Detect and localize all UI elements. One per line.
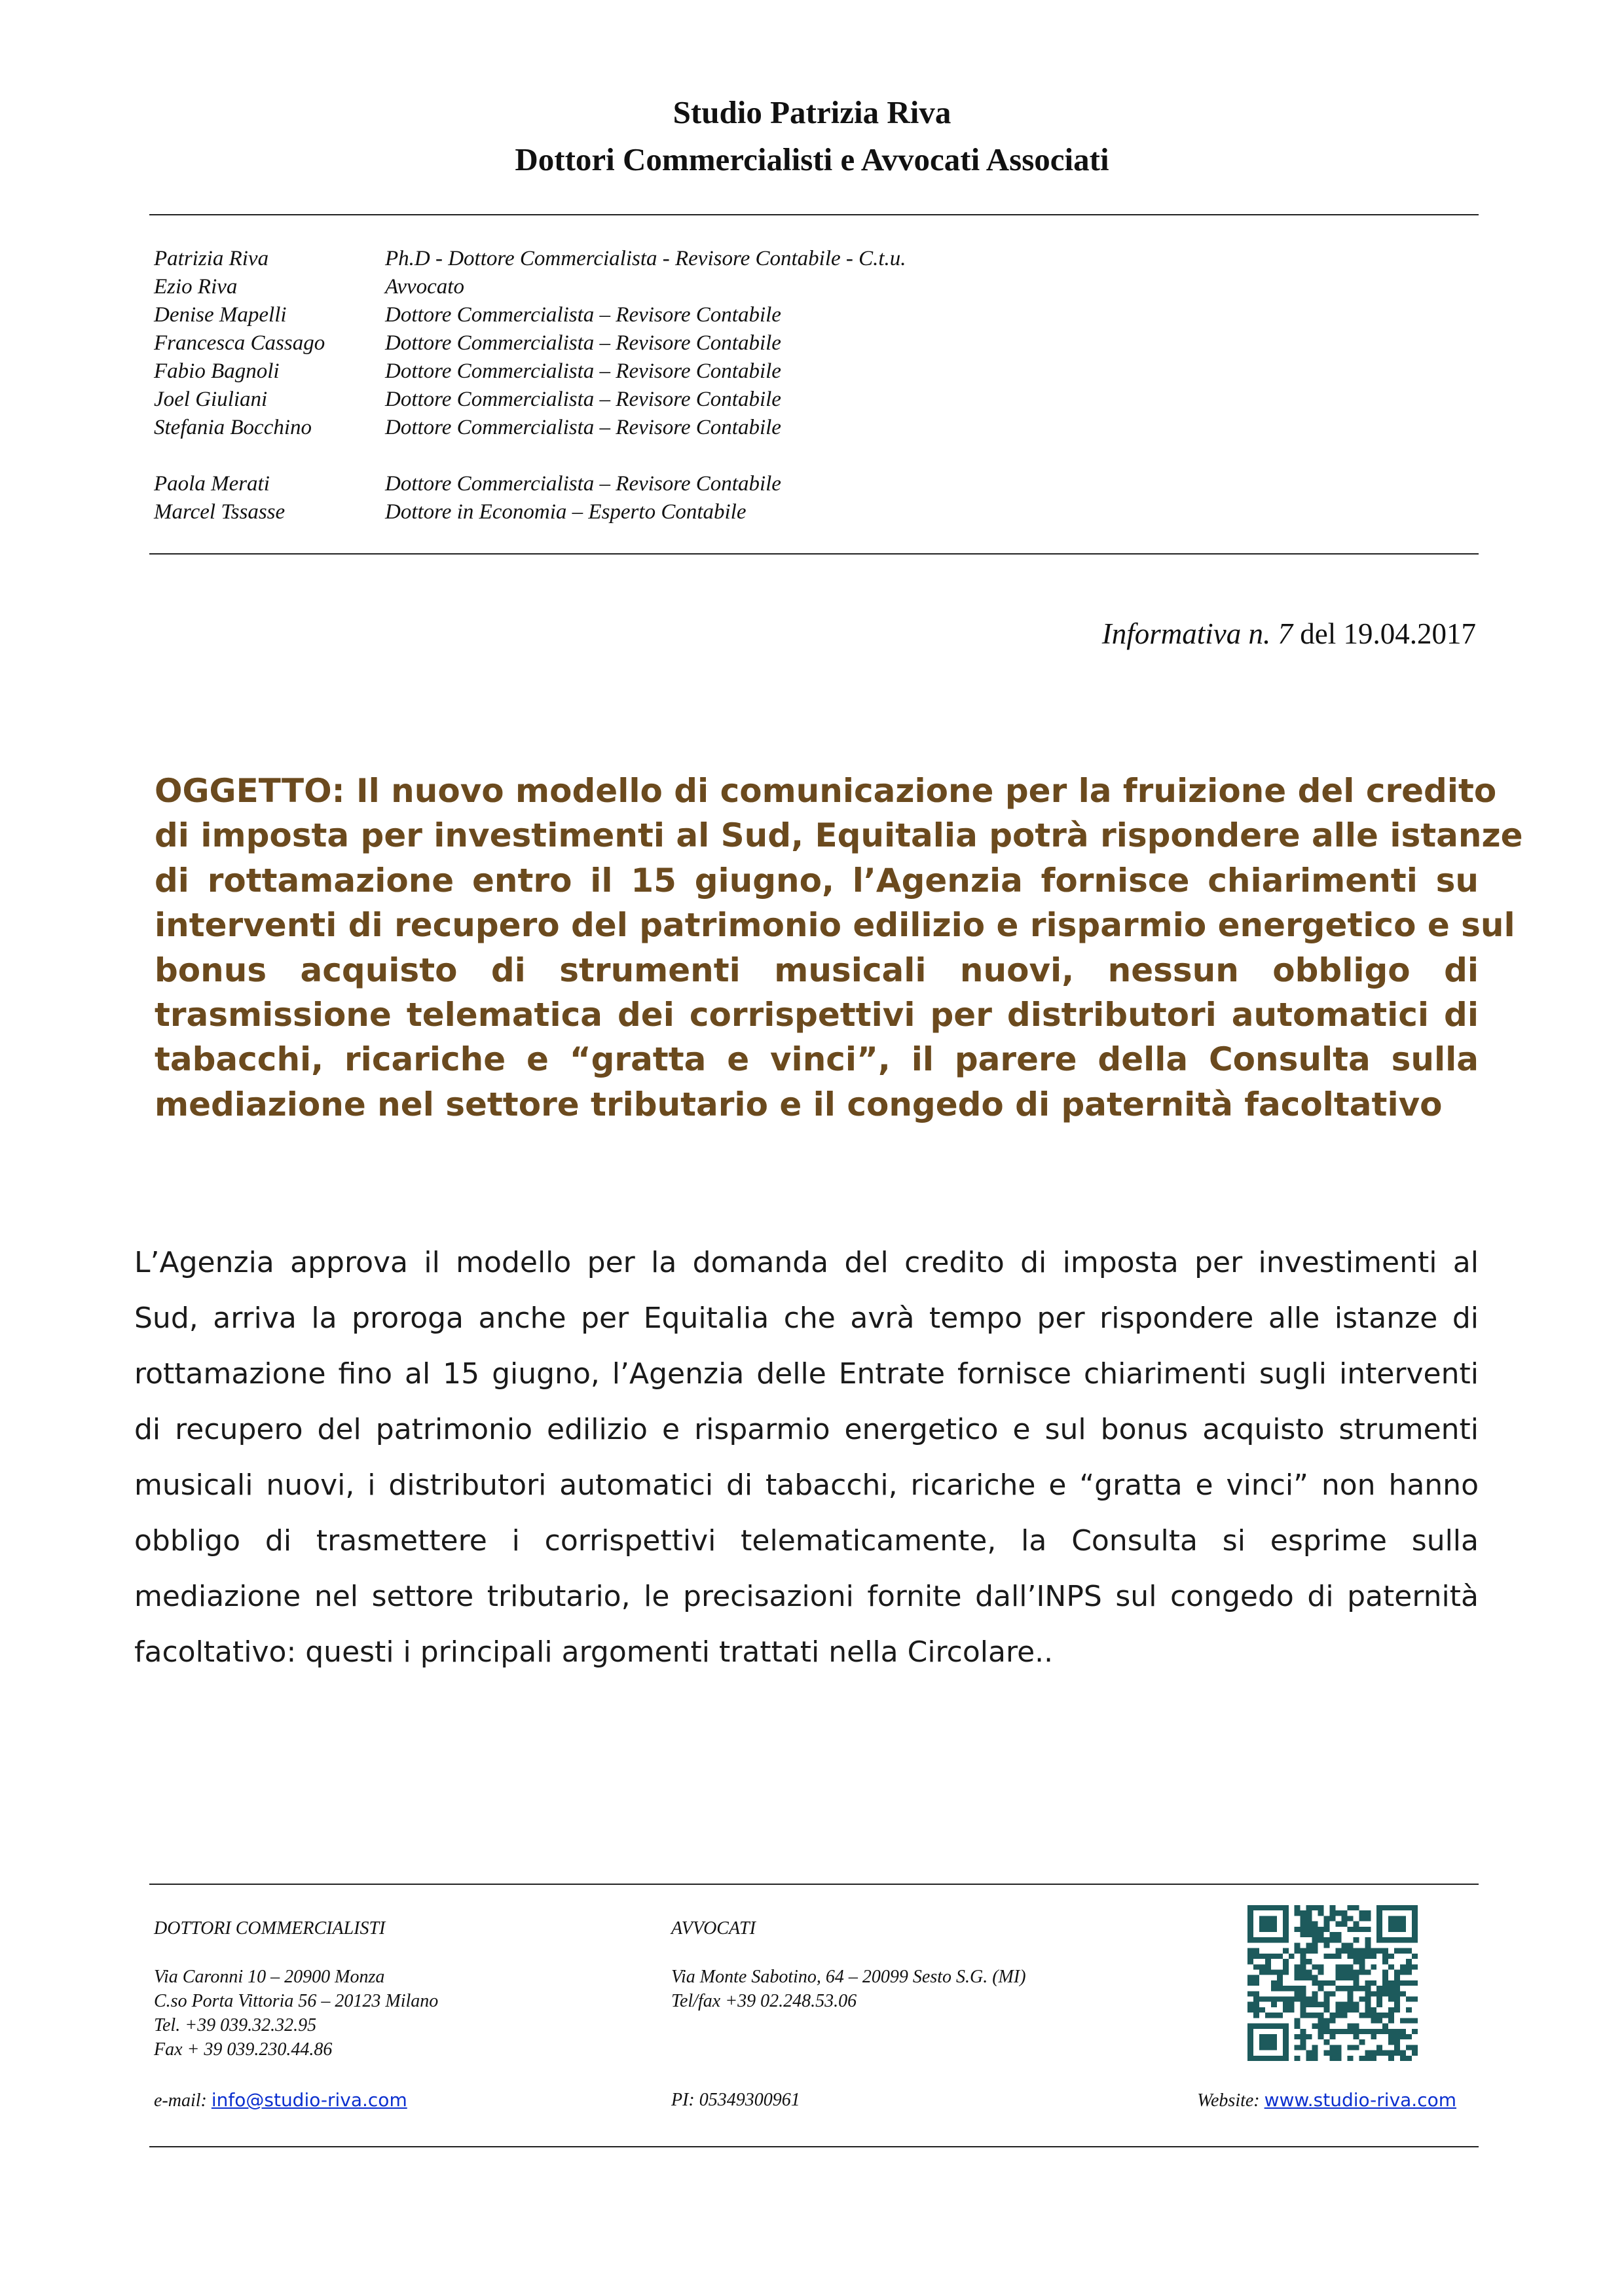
staff-title: Dottore Commercialista – Revisore Contabile xyxy=(385,359,781,383)
staff-title: Dottore Commercialista – Revisore Contabile xyxy=(385,416,781,439)
staff-row xyxy=(154,273,1333,301)
subject-line: tabacchi, ricariche e “gratta e vinci”, il parere della Consulta sulla xyxy=(155,1040,1479,1079)
footer-pi: PI: 05349300961 xyxy=(671,2090,800,2110)
staff-title: Ph.D - Dottore Commercialista - Revisore Contabile - C.t.u. xyxy=(385,247,906,270)
footer-address-line: Via Monte Sabotino, 64 – 20099 Sesto S.G. (MI) xyxy=(671,1967,1026,1987)
staff-name: Stefania Bocchino xyxy=(154,416,312,439)
body-line: facoltativo: questi i principali argomenti trattati nella Circolare.. xyxy=(134,1635,1054,1669)
subject-line: trasmissione telematica dei corrispettivi per distributori automatici di xyxy=(155,996,1479,1034)
footer-address-line: C.so Porta Vittoria 56 – 20123 Milano xyxy=(154,1991,439,2011)
subject-line: OGGETTO: Il nuovo modello di comunicazione per la fruizione del credito xyxy=(155,772,1497,810)
website-link[interactable]: www.studio-riva.com xyxy=(1264,2089,1456,2111)
staff-row xyxy=(154,498,1333,526)
footer-right-address xyxy=(671,1965,1026,2013)
staff-title: Avvocato xyxy=(385,275,464,299)
footer-address-line: Via Caronni 10 – 20900 Monza xyxy=(154,1967,385,1987)
body-line: mediazione nel settore tributario, le precisazioni fornite dall’INPS sul congedo di paternità xyxy=(134,1580,1479,1613)
informativa-label: Informativa n. 7 xyxy=(1101,617,1293,650)
staff-row xyxy=(154,329,1333,357)
footer-email xyxy=(154,2088,407,2113)
footer-left-heading: DOTTORI COMMERCIALISTI xyxy=(154,1918,386,1939)
staff-name: Fabio Bagnoli xyxy=(154,359,280,383)
email-link[interactable]: info@studio-riva.com xyxy=(211,2089,407,2111)
informativa-date: del 19.04.2017 xyxy=(1300,617,1476,650)
body-paragraph xyxy=(134,1235,1479,1680)
footer-right-heading: AVVOCATI xyxy=(671,1918,756,1939)
staff-name: Ezio Riva xyxy=(154,275,238,299)
staff-name: Marcel Tssasse xyxy=(154,500,286,524)
footer-phone: Tel. +39 039.32.32.95 xyxy=(154,2015,317,2035)
body-line: L’Agenzia approva il modello per la domanda del credito di imposta per investimenti al xyxy=(134,1246,1479,1279)
footer-website xyxy=(1197,2088,1456,2113)
staff-title: Dottore Commercialista – Revisore Contabile xyxy=(385,388,781,411)
staff-title: Dottore Commercialista – Revisore Contabile xyxy=(385,472,781,496)
staff-row xyxy=(154,386,1333,414)
subject-line: di imposta per investimenti al Sud, Equitalia potrà rispondere alle istanze xyxy=(155,816,1523,855)
qr-code-icon xyxy=(1247,1905,1418,2061)
header-divider-bottom xyxy=(149,553,1479,555)
staff-row xyxy=(154,245,1333,273)
body-line: rottamazione fino al 15 giugno, l’Agenzia delle Entrate fornisce chiarimenti sugli interventi xyxy=(134,1357,1479,1391)
subject-line: di rottamazione entro il 15 giugno, l’Agenzia fornisce chiarimenti su xyxy=(155,861,1479,900)
footer-fax: Fax + 39 039.230.44.86 xyxy=(154,2039,333,2060)
body-line: musicali nuovi, i distributori automatici di tabacchi, ricariche e “gratta e vinci” non hanno xyxy=(134,1468,1479,1502)
staff-row xyxy=(154,414,1333,442)
body-line: obbligo di trasmettere i corrispettivi telematicamente, la Consulta si esprime sulla xyxy=(134,1524,1479,1558)
footer-left-address xyxy=(154,1965,438,2062)
staff-title: Dottore Commercialista – Revisore Contabile xyxy=(385,303,781,327)
staff-row xyxy=(154,357,1333,386)
footer-phone: Tel/fax +39 02.248.53.06 xyxy=(671,1991,857,2011)
body-line: Sud, arriva la proroga anche per Equitalia che avrà tempo per rispondere alle istanze di xyxy=(134,1302,1479,1335)
informativa-reference xyxy=(1102,614,1476,653)
body-line: di recupero del patrimonio edilizio e risparmio energetico e sul bonus acquisto strumenti xyxy=(134,1413,1479,1446)
staff-title: Dottore in Economia – Esperto Contabile xyxy=(385,500,747,524)
staff-list xyxy=(154,245,1333,526)
staff-name: Denise Mapelli xyxy=(154,303,287,327)
subject-line: interventi di recupero del patrimonio edilizio e risparmio energetico e sul xyxy=(155,906,1515,945)
subject-line: bonus acquisto di strumenti musicali nuovi, nessun obbligo di xyxy=(155,951,1479,989)
staff-name: Joel Giuliani xyxy=(154,388,268,411)
staff-name: Paola Merati xyxy=(154,472,270,496)
subject-heading xyxy=(155,769,1523,1127)
staff-row xyxy=(154,301,1333,329)
firm-subtitle: Dottori Commercialisti e Avvocati Associati xyxy=(515,141,1109,177)
firm-name: Studio Patrizia Riva xyxy=(673,94,951,130)
staff-row xyxy=(154,470,1333,498)
staff-title: Dottore Commercialista – Revisore Contabile xyxy=(385,331,781,355)
header-divider-top xyxy=(149,214,1479,215)
email-label: e-mail: xyxy=(154,2090,212,2111)
staff-spacer xyxy=(154,442,1333,470)
subject-line: mediazione nel settore tributario e il congedo di paternità facoltativo xyxy=(155,1085,1443,1123)
staff-name: Patrizia Riva xyxy=(154,247,269,270)
footer-divider-top xyxy=(149,1884,1479,1885)
footer-divider-bottom xyxy=(149,2146,1479,2147)
website-label: Website: xyxy=(1197,2090,1264,2111)
staff-name: Francesca Cassago xyxy=(154,331,325,355)
